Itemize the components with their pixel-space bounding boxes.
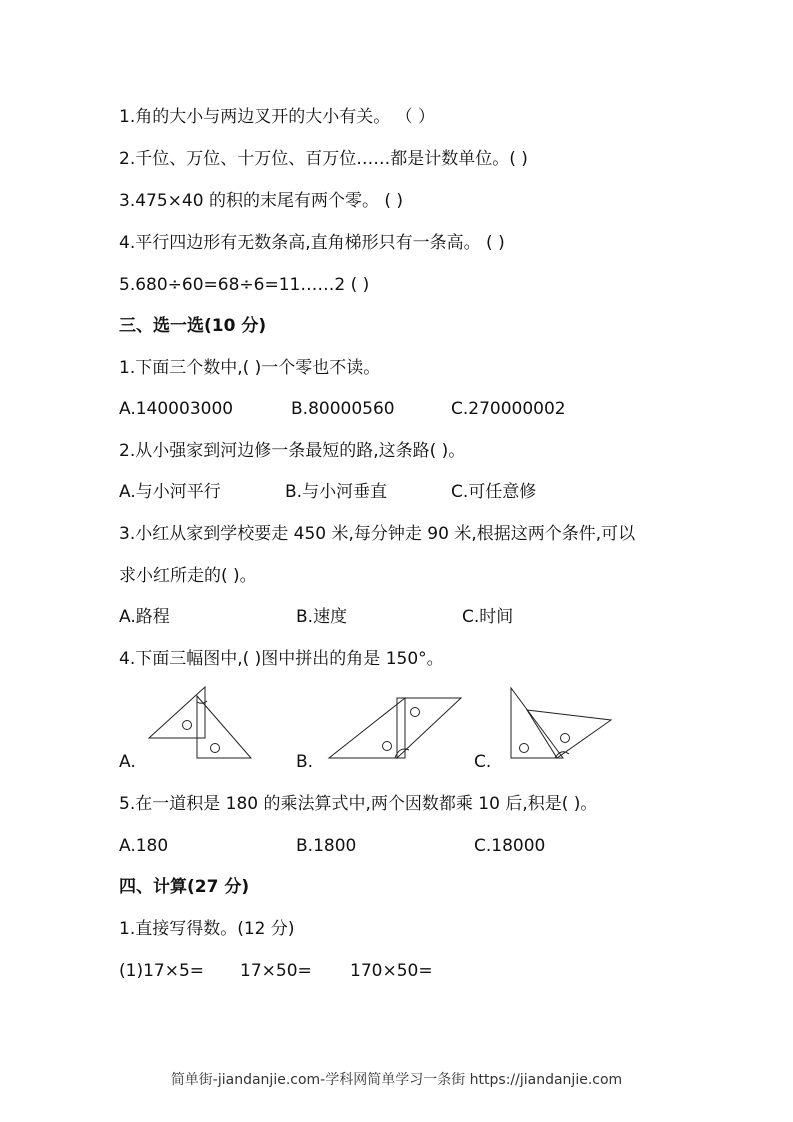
figure-a bbox=[145, 684, 257, 764]
q2-option-c: C.可任意修 bbox=[451, 482, 537, 502]
judge-item-4: 4.平行四边形有无数条高,直角梯形只有一条高。 ( ) bbox=[119, 233, 505, 253]
figure-a-circle-2 bbox=[211, 744, 220, 753]
page-footer: 简单街-jiandanjie.com-学科网简单学习一条街 https://jiandanjie.com bbox=[170, 1072, 623, 1088]
figure-a-circle-1 bbox=[183, 721, 192, 730]
q3-option-c: C.时间 bbox=[462, 607, 514, 627]
q4-option-c: C. bbox=[474, 752, 492, 772]
q3-stem-line1: 3.小红从家到学校要走 450 米,每分钟走 90 米,根据这两个条件,可以 bbox=[119, 524, 636, 544]
section3-title: 三、选一选(10 分) bbox=[119, 316, 267, 336]
q5-option-c: C.18000 bbox=[474, 836, 546, 856]
q3-stem-line2: 求小红所走的( )。 bbox=[119, 566, 257, 586]
q3-option-a: A.路程 bbox=[119, 607, 170, 627]
q1-stem: 1.下面三个数中,( )一个零也不读。 bbox=[119, 358, 381, 378]
q1-option-b: B.80000560 bbox=[291, 399, 395, 419]
calc-item-2: 17×50= bbox=[240, 961, 312, 981]
q4-stem: 4.下面三幅图中,( )图中拼出的角是 150°。 bbox=[119, 649, 444, 669]
calc-item-1: (1)17×5= bbox=[119, 961, 205, 981]
figure-b-circle-2 bbox=[383, 742, 392, 751]
q1-option-c: C.270000002 bbox=[451, 399, 566, 419]
figure-c-circle-2 bbox=[520, 744, 529, 753]
calc-item-3: 170×50= bbox=[350, 961, 433, 981]
figure-c-circle-1 bbox=[561, 734, 570, 743]
q2-option-a: A.与小河平行 bbox=[119, 482, 221, 502]
figure-b bbox=[325, 694, 467, 764]
q4-option-b: B. bbox=[296, 752, 314, 772]
section4-title: 四、计算(27 分) bbox=[119, 877, 250, 897]
q4-option-a: A. bbox=[119, 752, 136, 772]
figure-b-circle-1 bbox=[411, 708, 420, 717]
calc-q1-stem: 1.直接写得数。(12 分) bbox=[119, 919, 295, 939]
figure-b-triangle-1 bbox=[329, 698, 405, 758]
figure-c-triangle-1 bbox=[511, 688, 563, 758]
q2-stem: 2.从小强家到河边修一条最短的路,这条路( )。 bbox=[119, 441, 466, 461]
q1-option-a: A.140003000 bbox=[119, 399, 234, 419]
judge-item-2: 2.千位、万位、十万位、百万位……都是计数单位。( ) bbox=[119, 149, 528, 169]
q5-option-a: A.180 bbox=[119, 836, 169, 856]
q3-option-b: B.速度 bbox=[296, 607, 348, 627]
judge-item-3: 3.475×40 的积的末尾有两个零。 ( ) bbox=[119, 191, 404, 211]
q2-option-b: B.与小河垂直 bbox=[285, 482, 388, 502]
judge-item-5: 5.680÷60=68÷6=11……2 ( ) bbox=[119, 275, 370, 295]
figure-c-triangle-2 bbox=[527, 710, 611, 758]
judge-item-1: 1.角的大小与两边叉开的大小有关。 （ ） bbox=[119, 107, 436, 127]
q5-option-b: B.1800 bbox=[296, 836, 357, 856]
figure-c bbox=[505, 684, 617, 764]
q5-stem: 5.在一道积是 180 的乘法算式中,两个因数都乘 10 后,积是( )。 bbox=[119, 794, 598, 814]
